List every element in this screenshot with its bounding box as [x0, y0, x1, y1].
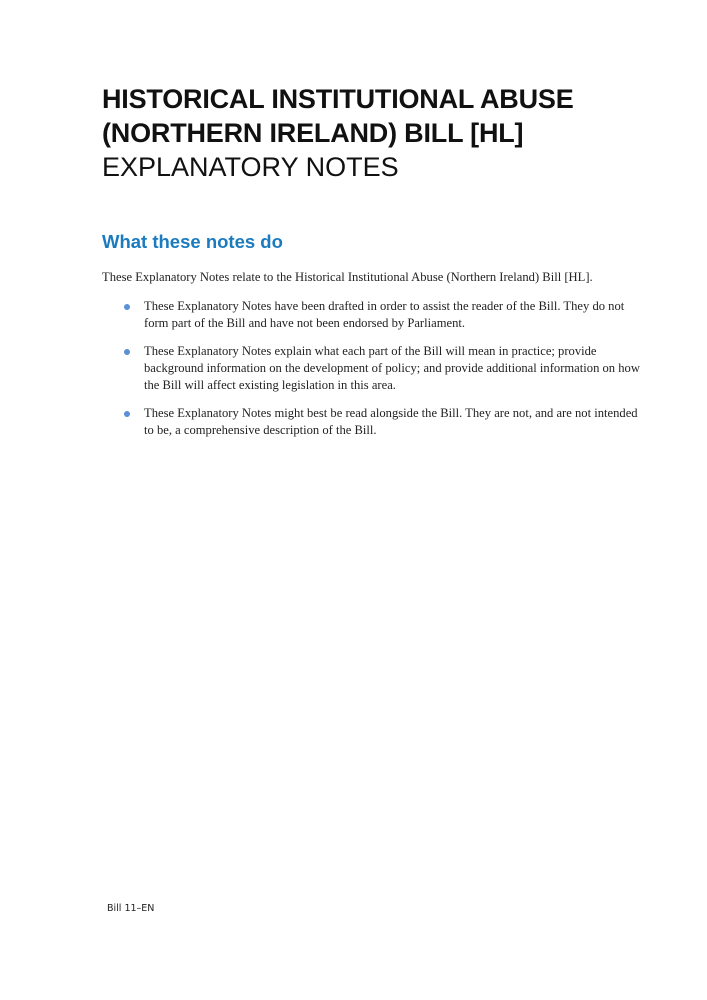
section-heading: What these notes do: [102, 231, 283, 252]
bullet-icon: [124, 349, 130, 355]
list-item: [0, 405, 644, 439]
bullet-icon: [124, 304, 130, 310]
document-subtitle: EXPLANATORY NOTES: [102, 152, 399, 182]
title-line-2: (NORTHERN IRELAND) BILL [HL]: [102, 118, 524, 148]
bullet-icon: [124, 411, 130, 417]
list-item: [0, 343, 644, 394]
document-title: [102, 82, 682, 184]
bill-reference: Bill 11–EN: [107, 903, 155, 914]
list-item-text: These Explanatory Notes explain what each part of the Bill will mean in practice; provide background information on the development of policy; and provide additional information on how the Bill will affect existing legislation in this area.: [144, 344, 640, 392]
list-item: [0, 298, 644, 332]
intro-paragraph: These Explanatory Notes relate to the Historical Institutional Abuse (Northern Ireland) Bill [HL].: [102, 270, 593, 284]
list-item-text: These Explanatory Notes have been drafted in order to assist the reader of the Bill. They do not form part of the Bill and have not been endorsed by Parliament.: [144, 299, 625, 330]
title-line-1: HISTORICAL INSTITUTIONAL ABUSE: [102, 84, 574, 114]
bullet-list: [0, 298, 644, 450]
list-item-text: These Explanatory Notes might best be read alongside the Bill. They are not, and are not intended to be, a comprehensive description of the Bill.: [144, 406, 638, 437]
